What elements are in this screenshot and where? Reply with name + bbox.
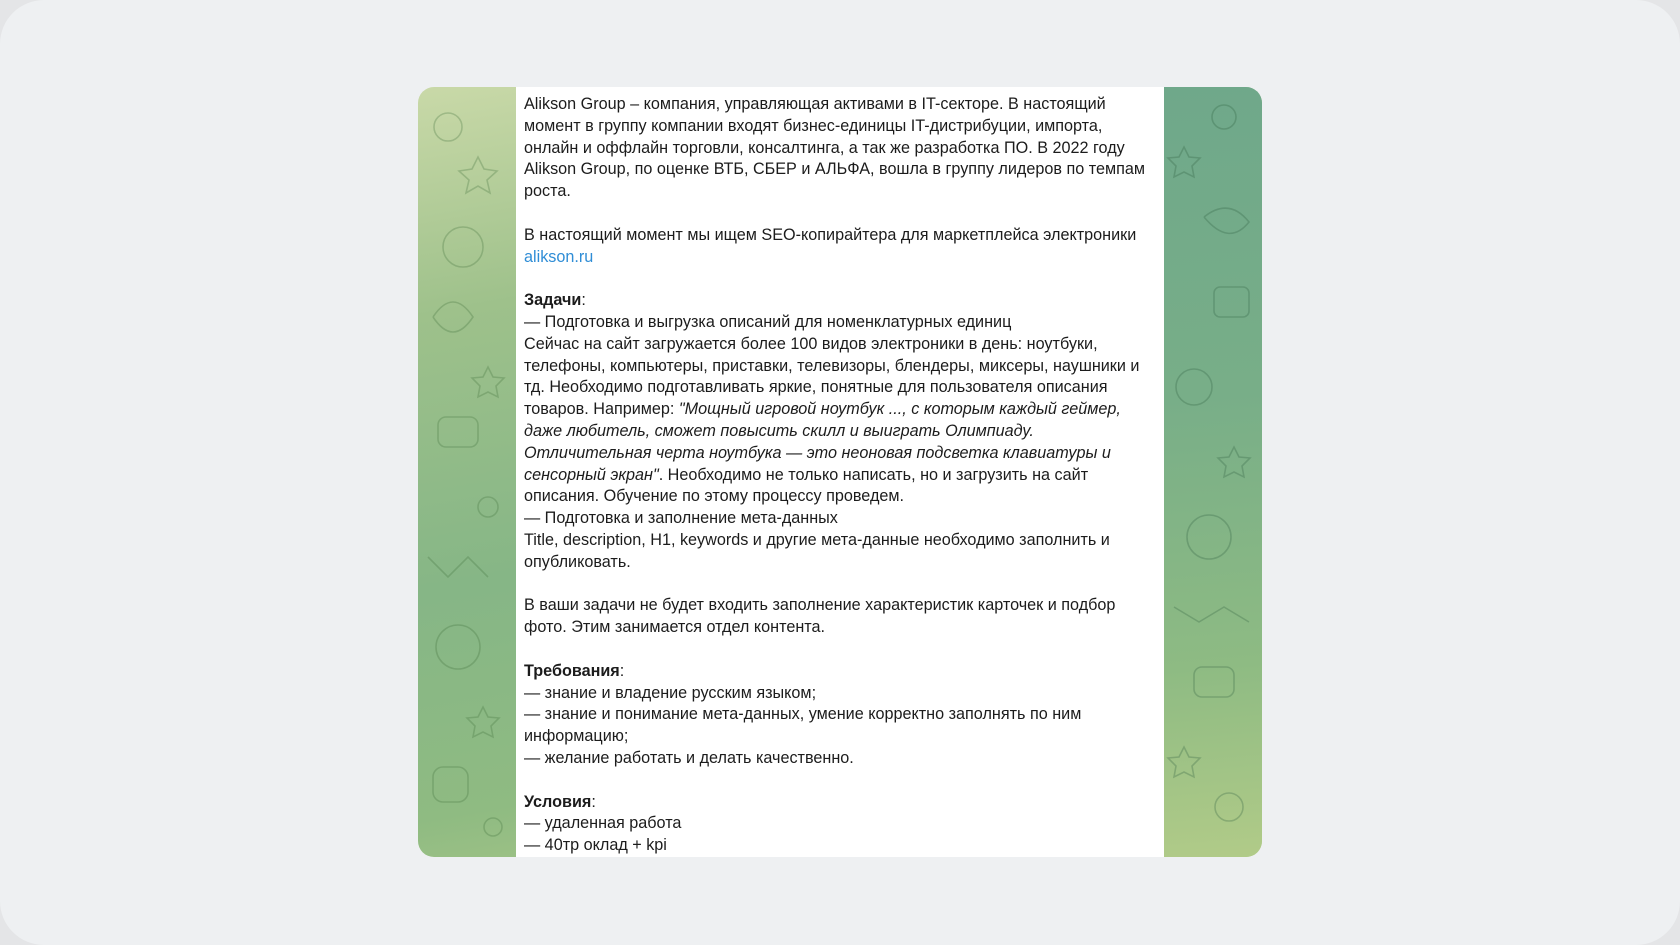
tasks-item-2-description: Title, description, H1, keywords и другие мета-данные необходимо заполнить и опубликовать. <box>524 530 1110 571</box>
requirement-item: — знание и владение русским языком; <box>524 683 817 702</box>
conditions-heading-label: Условия <box>524 792 592 811</box>
tasks-description <box>524 334 1156 508</box>
not-included-paragraph: В ваши задачи не будет входить заполнение характеристик карточек и подбор фото. Этим занимается отдел контента. <box>524 596 1116 637</box>
tasks-heading-colon: : <box>581 291 586 310</box>
requirements-heading <box>524 661 1156 683</box>
wallpaper-doodle-pattern-left <box>418 87 516 857</box>
requirements-heading-label: Требования <box>524 661 620 680</box>
requirement-item: — желание работать и делать качественно. <box>524 748 854 767</box>
tasks-heading-label: Задачи <box>524 291 582 310</box>
search-paragraph <box>524 225 1156 269</box>
tasks-heading <box>524 290 1156 312</box>
tasks-desc-end: . Необходимо не только написать, но и загрузить на сайт описания. Обучение по этому процессу проведем. <box>524 465 1089 506</box>
tasks-item-2: — Подготовка и заполнение мета-данных <box>524 509 838 528</box>
wallpaper-doodle-pattern-right <box>1164 87 1262 857</box>
tasks-desc-start: Сейчас на сайт загружается более 100 видов электроники в день: ноутбуки, телефоны, компьютеры, приставки, телевизоры, блендеры, миксеры, наушники и тд. Необходимо подготавливать яркие, понятные для пользователя описания товаров. Например: <box>524 334 1140 419</box>
requirement-item: — знание и понимание мета-данных, умение корректно заполнять по ним информацию; <box>524 705 1082 746</box>
condition-item: — удаленная работа <box>524 814 682 833</box>
alikson-link[interactable]: alikson.ru <box>524 247 594 266</box>
message-bubble <box>516 87 1164 857</box>
chat-window <box>418 87 1262 857</box>
tasks-item-1: — Подготовка и выгрузка описаний для номенклатурных единиц <box>524 312 1012 331</box>
conditions-heading <box>524 792 1156 814</box>
tasks-example-quote: "Мощный игровой ноутбук ..., с которым каждый геймер, даже любитель, сможет повысить скилл и выиграть Олимпиаду. Отличительная черта ноутбука — это неоновая подсветка клавиатуры и сенсорный экран" <box>524 400 1121 484</box>
intro-paragraph: Alikson Group – компания, управляющая активами в IT-секторе. В настоящий момент в группу компании входят бизнес-единицы IT-дистрибуции, импорта, онлайн и оффлайн торговли, консалтинга, а так же разработка ПО. В 2022 году Alikson Group, по оценке ВТБ, СБЕР и АЛЬФА, вошла в группу лидеров по темпам роста. <box>524 95 1145 201</box>
requirements-heading-colon: : <box>619 661 625 680</box>
conditions-heading-colon: : <box>591 792 596 811</box>
condition-item: — 40тр оклад + kpi <box>524 836 667 855</box>
search-text: В настоящий момент мы ищем SEO-копирайтера для маркетплейса электроники <box>524 225 1137 244</box>
